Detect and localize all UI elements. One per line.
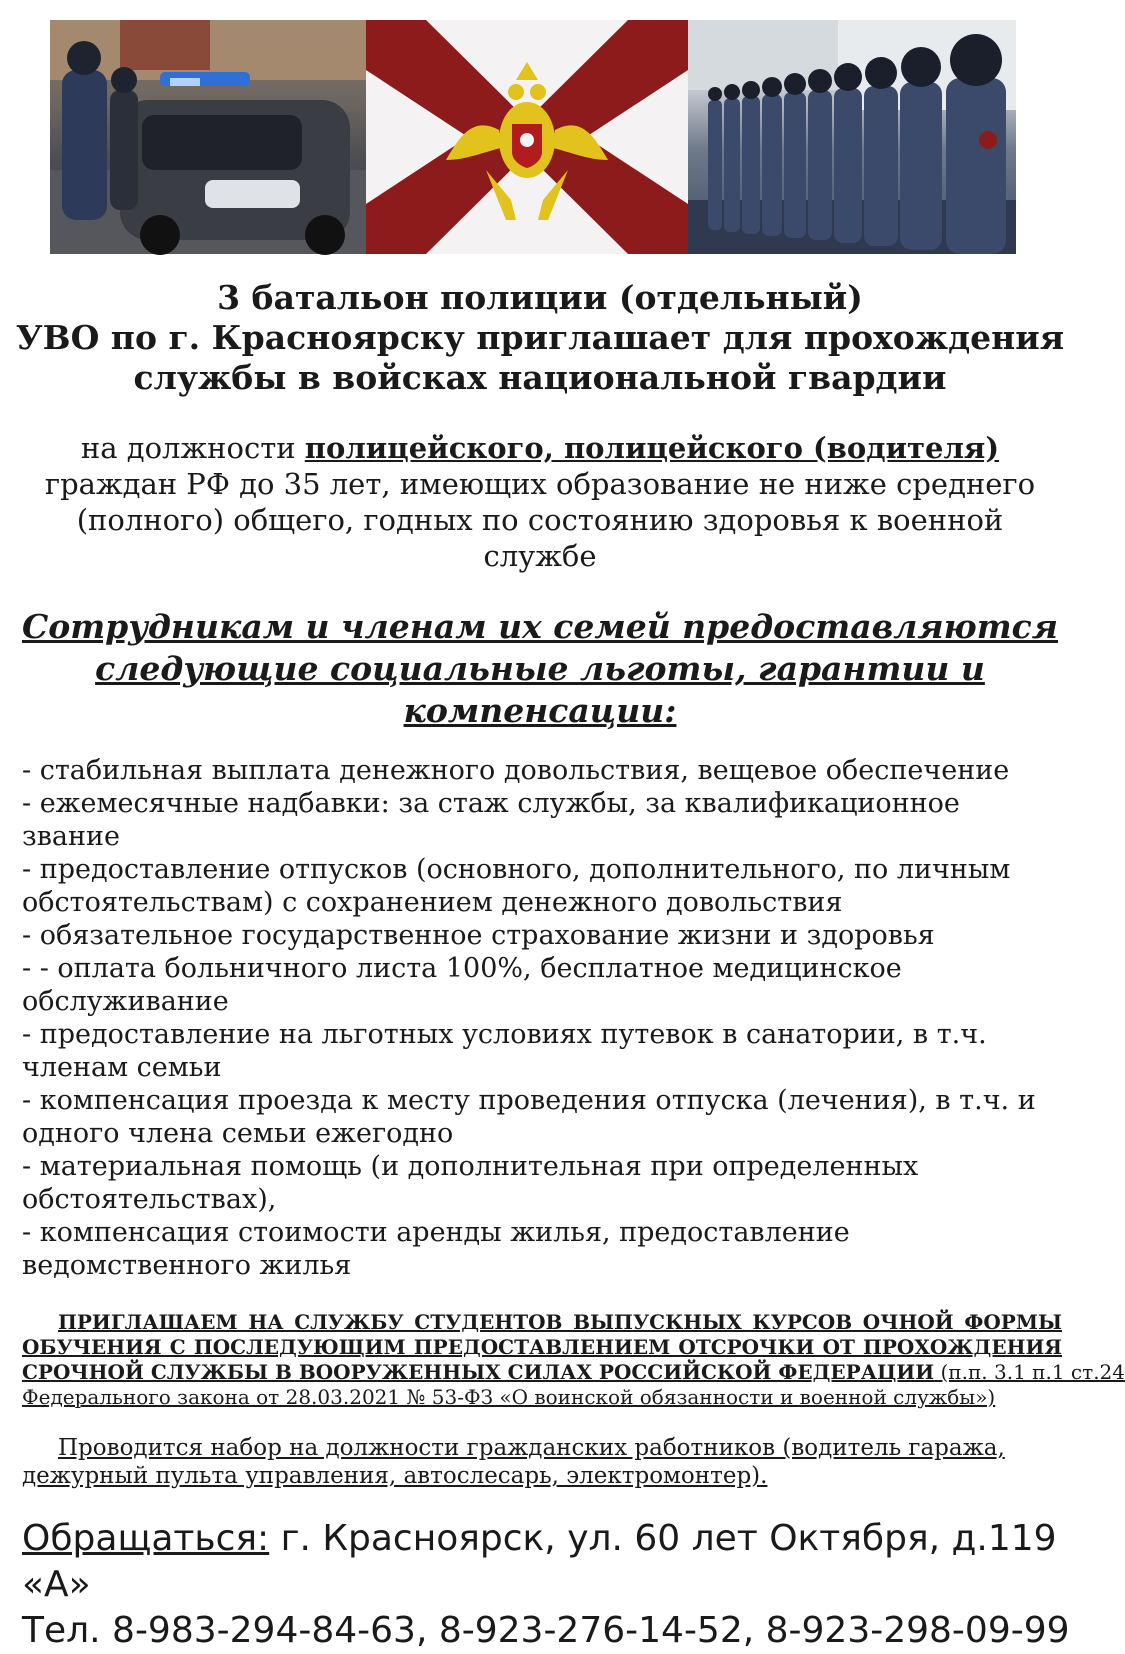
intro-line-4: службе xyxy=(483,539,597,573)
header-banner xyxy=(50,20,1016,254)
shoulder-patch-icon xyxy=(979,131,997,149)
contact-address-line xyxy=(22,1516,1072,1562)
police-car-photo xyxy=(50,20,366,254)
benefit-line: - предоставление на льготных условиях путевок в санатории, в т.ч. xyxy=(22,1019,987,1050)
invite-line-3-ref: (п.п. 3.1 п.1 ст.24 xyxy=(934,1360,1125,1384)
title-line-2: УВО по г. Красноярску приглашает для прохождения xyxy=(15,318,1065,357)
invite-line-3-bold: СРОЧНОЙ СЛУЖБЫ В ВООРУЖЕННЫХ СИЛАХ РОССИЙСКОЙ ФЕДЕРАЦИИ xyxy=(22,1360,935,1384)
benefit-line: - компенсация стоимости аренды жилья, предоставление xyxy=(22,1217,850,1248)
invite-line-3 xyxy=(22,1360,1125,1385)
benefits-heading xyxy=(0,606,1080,732)
intro-line-1 xyxy=(0,430,1080,466)
civil-positions xyxy=(22,1434,1062,1490)
invite-line-4: Федерального закона от 28.03.2021 № 53-ФЗ «О воинской обязанности и военной службы») xyxy=(22,1385,996,1409)
benefits-heading-line-3: компенсации: xyxy=(403,691,677,730)
benefit-line: одного члена семьи ежегодно xyxy=(22,1118,454,1149)
positions-list: полицейского, полицейского (водителя) xyxy=(304,431,1000,465)
benefit-line: - компенсация проезда к месту проведения отпуска (лечения), в т.ч. и xyxy=(22,1085,1036,1116)
contact-address: г. Красноярск, ул. 60 лет Октября, д.119 xyxy=(269,1518,1057,1559)
invite-line-2: ОБУЧЕНИЯ С ПОСЛЕДУЮЩИМ ПРЕДОСТАВЛЕНИЕМ ОТСРОЧКИ ОТ ПРОХОЖДЕНИЯ xyxy=(22,1335,1062,1359)
intro-line-3: (полного) общего, годных по состоянию здоровья к военной xyxy=(76,503,1004,537)
invite-line-1: ПРИГЛАШАЕМ НА СЛУЖБУ СТУДЕНТОВ ВЫПУСКНЫХ КУРСОВ ОЧНОЙ ФОРМЫ xyxy=(58,1310,1062,1334)
formation-photo xyxy=(688,20,1016,254)
civil-line-1: Проводится набор на должности гражданских работников (водитель гаража, xyxy=(58,1435,1005,1461)
title-line-3: службы в войсках национальной гвардии xyxy=(133,358,947,397)
intro-prefix: на должности xyxy=(80,431,305,465)
benefits-heading-line-1: Сотрудникам и членам их семей предоставляются xyxy=(21,607,1059,646)
benefits-heading-line-2: следующие социальные льготы, гарантии и xyxy=(95,649,985,688)
benefit-line: - материальная помощь (и дополнительная при определенных xyxy=(22,1151,919,1182)
flag-illustration xyxy=(366,20,688,254)
benefits-list xyxy=(22,754,1062,1282)
intro-line-2: граждан РФ до 35 лет, имеющих образование не ниже среднего xyxy=(44,467,1036,501)
benefit-line: обстоятельствах), xyxy=(22,1184,277,1215)
contact-phones[interactable]: Тел. 8-983-294-84-63, 8-923-276-14-52, 8-923-298-09-99 xyxy=(22,1610,1070,1651)
police-car-illustration xyxy=(50,20,366,254)
benefit-line: ведомственного жилья xyxy=(22,1250,352,1281)
benefit-line: обслуживание xyxy=(22,986,229,1017)
benefit-line: членам семьи xyxy=(22,1052,222,1083)
contact-address-2: «А» xyxy=(22,1564,91,1605)
benefit-line: - предоставление отпусков (основного, дополнительного, по личным xyxy=(22,854,1011,885)
benefit-line: - - оплата больничного листа 100%, бесплатное медицинское xyxy=(22,953,902,984)
benefit-line: - ежемесячные надбавки: за стаж службы, за квалификационное xyxy=(22,788,960,819)
page-title xyxy=(0,278,1080,398)
students-invitation xyxy=(22,1310,1125,1410)
contact-label: Обращаться: xyxy=(22,1518,270,1559)
contact-info xyxy=(22,1516,1072,1654)
civil-line-2: дежурный пульта управления, автослесарь, электромонтер). xyxy=(22,1463,768,1489)
rosgvardia-flag-emblem xyxy=(366,20,688,254)
formation-illustration xyxy=(688,20,1016,254)
benefit-line: обстоятельствам) с сохранением денежного довольствия xyxy=(22,887,843,918)
benefit-line: - стабильная выплата денежного довольствия, вещевое обеспечение xyxy=(22,755,1010,786)
positions-intro xyxy=(0,430,1080,574)
benefit-line: - обязательное государственное страхование жизни и здоровья xyxy=(22,920,935,951)
title-line-1: 3 батальон полиции (отдельный) xyxy=(217,278,863,317)
benefit-line: звание xyxy=(22,821,120,852)
